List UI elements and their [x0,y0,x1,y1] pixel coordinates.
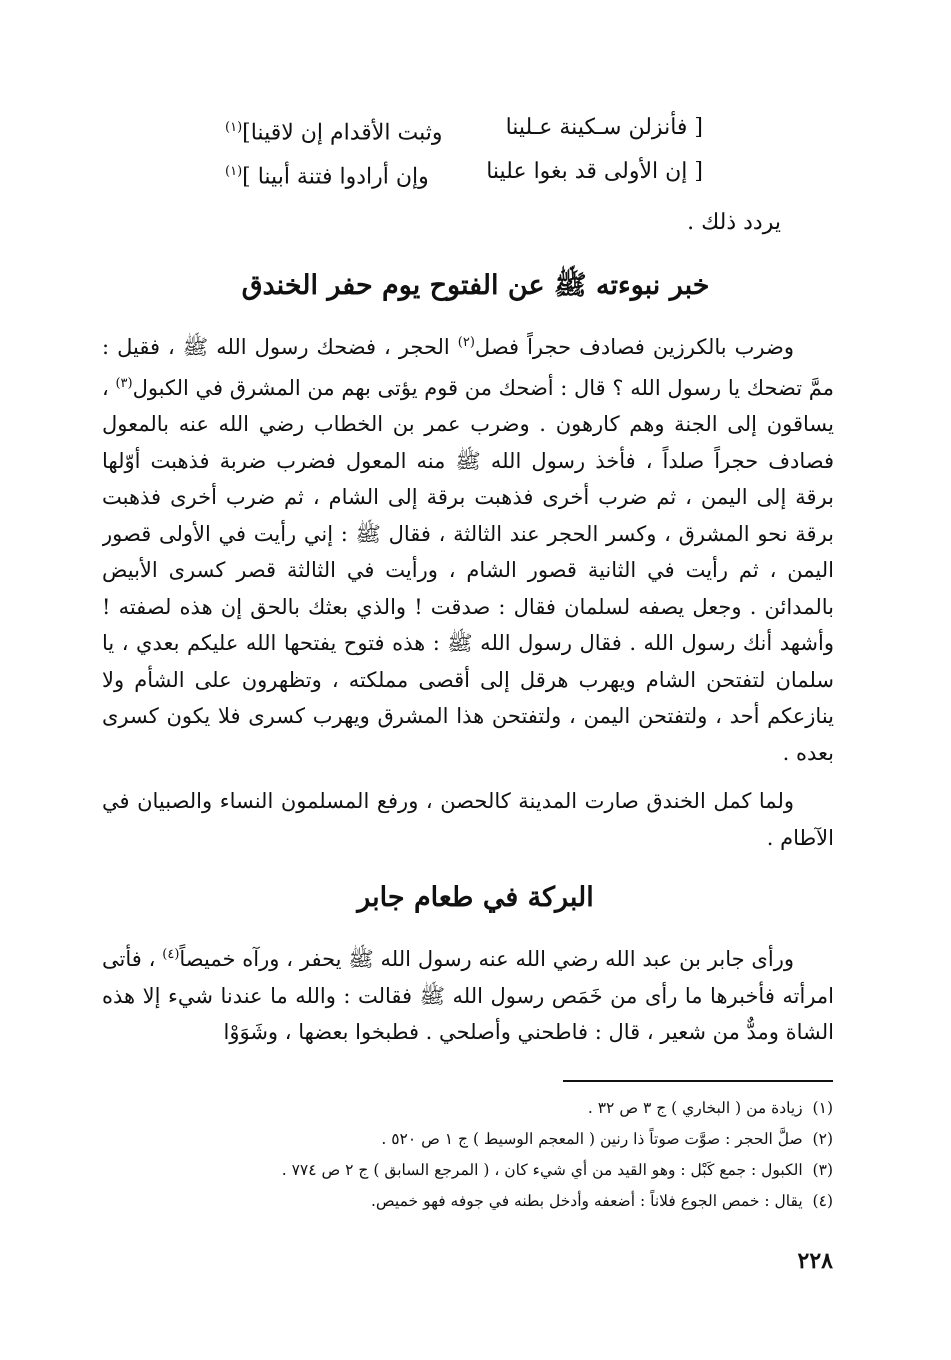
paragraph-2: ولما كمل الخندق صارت المدينة كالحصن ، ورفع المسلمون النساء والصبيان في الآطام . [102,789,834,850]
footnote-ref: (١) [225,164,243,179]
footnote-ref: (١) [225,120,243,135]
footnote-3: (٣) الكبول : جمع كَبْل : وهو القيد من أي شيء كان ، ( المرجع السابق ) ج ٢ ص ٧٧٤ . [281,1161,833,1179]
section-heading: خبر نبوءته ﷺ عن الفتوح يوم حفر الخندق [241,270,710,301]
page-number: ٢٢٨ [797,1248,833,1274]
section-heading: البركة في طعام جابر [357,882,594,913]
after-verses-text: يردد ذلك . [687,210,781,235]
paragraph-1: وضرب بالكرزين فصادف حجراً فصل$^{(٢)}$ الحجر ، فضحك رسول الله ﷺ ، فقيل : ممَّ تضحك يا رسول الله ؟ قال : أضحك من قوم يؤتى بهم من المشرق في الكبول$^{(٣)}$ ، يساقون إلى الجنة وهم كارهون . وضرب عمر بن الخطاب رضي الله عنه بالمعول فصادف حجراً صلداً ، فأخذ رسول الله ﷺ منه المعول فضرب ضربة فذهبت أوّلها برقة إلى اليمن ، ثم ضرب أخرى فذهبت برقة إلى الشام ، ثم ضرب أخرى فذهبت برقة نحو المشرق ، وكسر الحجر عند الثالثة ، فقال ﷺ : إني رأيت في الأولى قصور اليمن ، ثم رأيت في الثانية قصور الشام ، ورأيت في الثالثة قصر كسرى الأبيض بالمدائن . وجعل يصفه لسلمان فقال : صدقت ! والذي بعثك بالحق إن هذه لصفته ! وأشهد أنك رسول الله . فقال رسول الله ﷺ : هذه فتوح يفتحها الله عليكم بعدي ، يا سلمان لتفتحن الشام ويهرب هرقل إلى أقصى مملكته ، وتظهرون على الشأم ولا ينازعكم أحد ، ولتفتحن اليمن ، ولتفتحن هذا المشرق ويهرب كسرى فلا يكون كسرى بعده . [102,335,834,765]
footnote-1: (١) زيادة من ( البخاري ) ج ٣ ص ٣٢ . [587,1099,833,1117]
footnote-ref: (٣) [115,375,133,391]
footnote-ref: (٤) [162,947,180,962]
verse-1-left: وثبت الأقدام إن لاقينا]$^{(١)}$ [225,120,443,146]
verse-2-right: [ إن الأولى قد بغوا علينا [486,159,703,184]
footnote-4: (٤) يقال : خمص الجوع فلاناً : أضعفه وأدخل بطنه في جوفه فهو خميص. [371,1192,833,1210]
paragraph-3: ورأى جابر بن عبد الله رضي الله عنه رسول الله ﷺ يحفر ، ورآه خميصاً$^{(٤)}$ ، فأتى امرأته فأخبرها ما رأى من خَمَص رسول الله ﷺ فقالت : والله ما عندنا شيء إلا هذه الشاة ومدٌّ من شعير ، قال : فاطحني وأصلحي . فطبخوا بعضها ، وشَوَوْا [102,947,834,1044]
footnote-2: (٢) صلَّ الحجر : صوَّت صوتاً ذا رنين ( المعجم الوسيط ) ج ١ ص ٥٢٠ . [381,1130,833,1148]
verse-2-left: وإن أرادوا فتنة أبينا ]$^{(١)}$ [225,164,429,190]
footnote-divider [563,1080,833,1082]
verse-1-right: [ فأنزلن سـكينة عـلينا [505,115,703,140]
footnote-ref: (٢) [457,335,475,350]
